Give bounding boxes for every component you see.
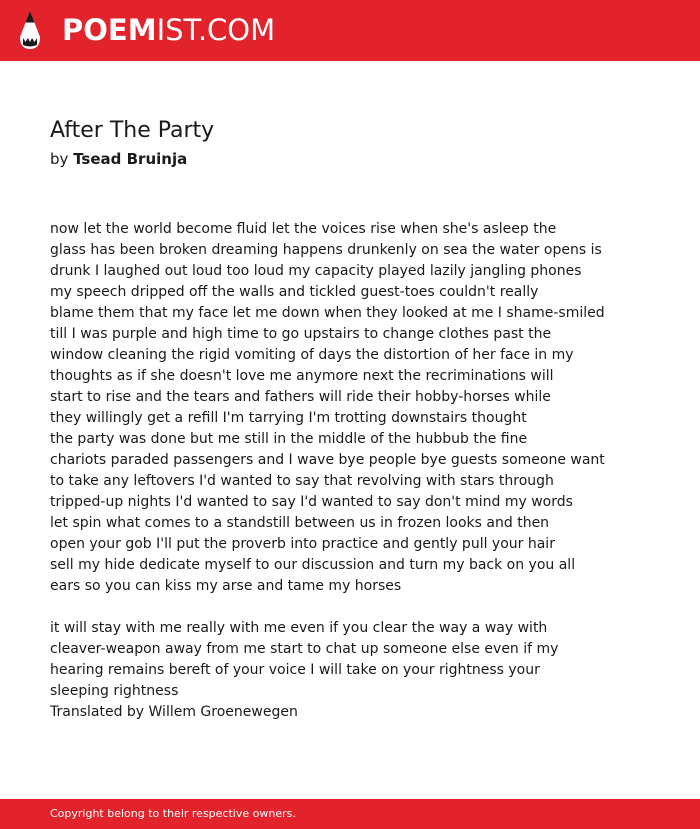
poem-line: till I was purple and high time to go upstairs to change clothes past the	[50, 326, 552, 342]
poem-stanza	[50, 618, 650, 723]
poem-line: ears so you can kiss my arse and tame my horses	[50, 578, 402, 594]
poem-line: sell my hide dedicate myself to our discussion and turn my back on you all	[50, 557, 576, 573]
by-label: by	[50, 150, 69, 168]
poem-line: sleeping rightness	[50, 683, 179, 699]
poem-line: now let the world become fluid let the voices rise when she's asleep the	[50, 221, 557, 237]
poem-body	[50, 219, 650, 744]
poem-line: drunk I laughed out loud too loud my capacity played lazily jangling phones	[50, 263, 582, 279]
poem-byline	[50, 149, 187, 169]
poem-line: blame them that my face let me down when they looked at me I shame-smiled	[50, 305, 605, 321]
pencil-tip-icon[interactable]	[18, 9, 42, 51]
poem-line: start to rise and the tears and fathers will ride their hobby-horses while	[50, 389, 551, 405]
site-logo-text[interactable]	[62, 13, 275, 47]
poem-line: thoughts as if she doesn't love me anymore next the recriminations will	[50, 368, 554, 384]
site-footer	[0, 799, 700, 829]
poem-line: it will stay with me really with me even if you clear the way a way with	[50, 620, 548, 636]
poem-line: cleaver-weapon away from me start to chat up someone else even if my	[50, 641, 559, 657]
copyright-text: Copyright belong to their respective owners.	[50, 807, 296, 820]
poem-line: hearing remains bereft of your voice I will take on your rightness your	[50, 662, 540, 678]
brand-bold: POEM	[62, 13, 157, 47]
poem-line: glass has been broken dreaming happens drunkenly on sea the water opens is	[50, 242, 602, 258]
site-header	[0, 0, 700, 61]
poem-title: After The Party	[50, 118, 215, 143]
author-name: Tsead Bruinja	[73, 150, 188, 168]
poem-line: tripped-up nights I'd wanted to say I'd wanted to say don't mind my words	[50, 494, 573, 510]
poem-line: they willingly get a refill I'm tarrying I'm trotting downstairs thought	[50, 410, 527, 426]
poem-stanza	[50, 219, 650, 597]
poem-line: Translated by Willem Groenewegen	[50, 704, 298, 720]
poem-line: window cleaning the rigid vomiting of days the distortion of her face in my	[50, 347, 574, 363]
poem-line: open your gob I'll put the proverb into practice and gently pull your hair	[50, 536, 555, 552]
poem-line: the party was done but me still in the middle of the hubbub the fine	[50, 431, 528, 447]
brand-light: IST.COM	[156, 13, 276, 47]
poem-line: my speech dripped off the walls and tickled guest-toes couldn't really	[50, 284, 539, 300]
poem-line: chariots paraded passengers and I wave bye people bye guests someone want	[50, 452, 605, 468]
poem-line: to take any leftovers I'd wanted to say that revolving with stars through	[50, 473, 554, 489]
poem-line: let spin what comes to a standstill between us in frozen looks and then	[50, 515, 550, 531]
